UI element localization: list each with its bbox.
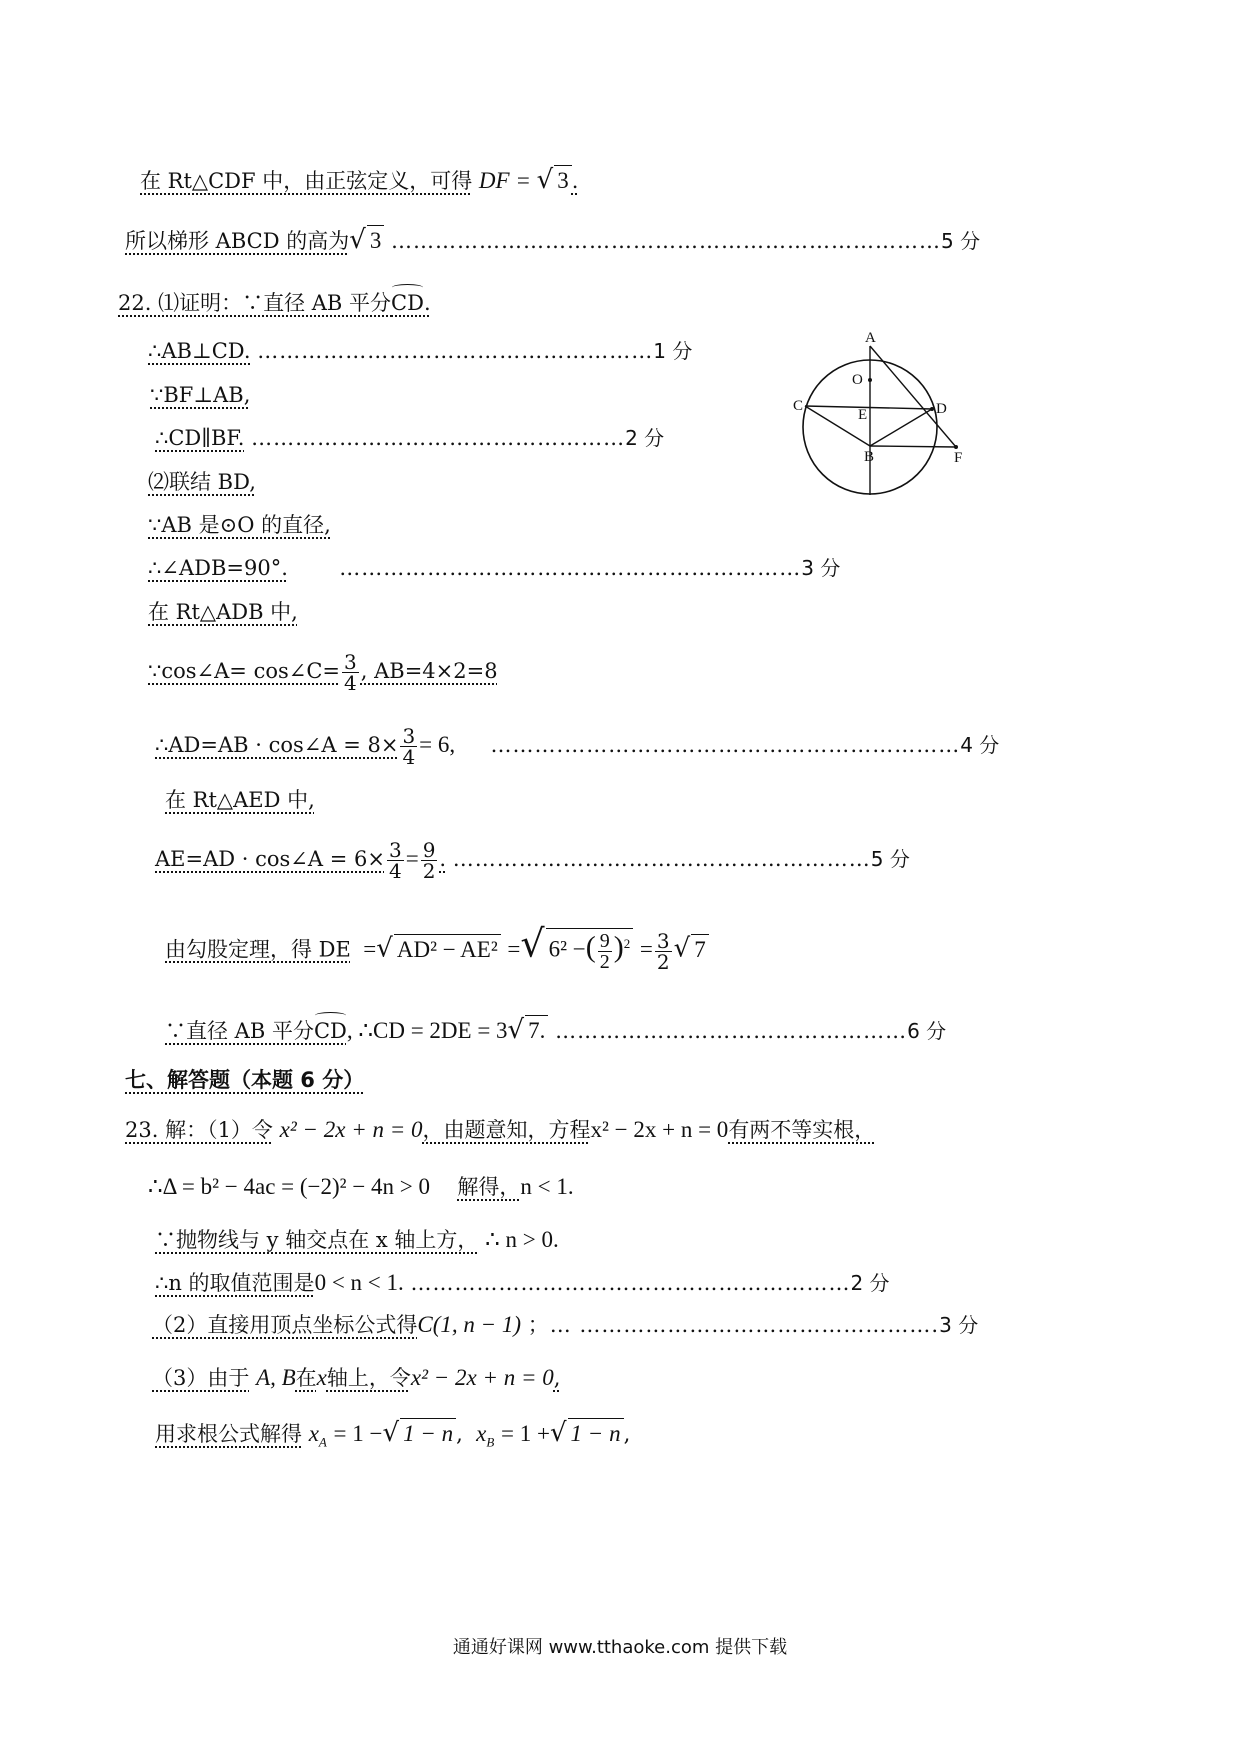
line-rt-aed: 在 Rt△AED 中, <box>165 788 315 812</box>
label-e: E <box>858 407 868 423</box>
label-o: O <box>852 372 863 388</box>
geometry-figure <box>770 330 990 530</box>
label-a: A <box>865 330 876 346</box>
line-cd-length: ∵直径 AB 平分CD, ∴CD = 2DE = 3√ 7. …………………………………………6 分 <box>165 1015 947 1045</box>
line-join-bd: ⑵联结 BD, <box>148 470 256 494</box>
line-cd-parallel-bf: ∴CD∥BF. ……………………………………………2 分 <box>155 426 665 450</box>
label-c: C <box>793 398 804 414</box>
line-cos-a: ∵cos∠A= cos∠C= $\frac{3}{4}$ , AB=4×2=8 <box>148 650 498 695</box>
label-d: D <box>936 401 947 417</box>
line-ad: ∴AD=AB · cos∠A = 8× $\frac{3}{4}$ = 6, ……….………………………………………………4 分 <box>155 724 1000 769</box>
point-f <box>954 445 958 449</box>
point-d <box>930 407 934 411</box>
label-f: F <box>954 450 963 466</box>
line-ae: AE=AD · cos∠A = 6× $\frac{3}{4}$ = $\frac{9}{2}$ . …………………………………………………5 分 <box>155 838 910 883</box>
line-discriminant: ∴Δ = b² − 4ac = (−2)² − 4n > 0 解得，n < 1. <box>148 1174 574 1199</box>
line-height: 所以梯形 ABCD 的高为√ 3 …………………………………………………………………5 分 <box>125 225 981 255</box>
line-rt-adb: 在 Rt△ADB 中, <box>148 600 298 624</box>
line-ab-diameter: ∵AB 是⊙O 的直径, <box>148 513 331 537</box>
page-footer: 通通好课网 www.tthaoke.com 提供下载 <box>452 1637 788 1658</box>
line-roots: 用求根公式解得 $x_A = 1$ −√ 1 − n , $x_B = 1$ +√ 1 − n , <box>155 1418 631 1450</box>
line-range-n: ∴n 的取值范围是0 < n < 1. ……………………………………………………2 分 <box>155 1270 890 1295</box>
point-o <box>868 378 872 382</box>
segment-cd <box>805 406 932 409</box>
line-parabola: ∵抛物线与 y 轴交点在 x 轴上方， ∴ n > 0. <box>155 1227 559 1252</box>
segment-af <box>870 346 956 447</box>
segment-bd <box>870 409 932 446</box>
line-angle-adb: ∴∠ADB=90°. ………………………………………………………3 分 <box>148 556 841 580</box>
section-seven-heading: 七、解答题（本题 6 分） <box>125 1068 365 1092</box>
q23-line: 23. 解：（1）令 x² − 2x + n = 0，由题意知，方程x² − 2x + n = 0有两不等实根， <box>125 1117 876 1142</box>
line-bf-perp-ab: ∵BF⊥AB, <box>150 383 251 407</box>
label-b: B <box>864 449 875 465</box>
q22-heading: 22. ⑴证明：∵直径 AB 平分CD. <box>118 288 431 318</box>
line-points-ab: （3）由于 A, B在x轴上，令x² − 2x + n = 0, <box>152 1365 561 1390</box>
segment-bf <box>870 446 956 447</box>
line-pythagorean: 由勾股定理，得 DE =√ AD² − AE² =√ 6² −( $\frac{9}{2}$ )$^2$ = $\frac{3}{2}$ √ 7 <box>165 928 709 972</box>
line-vertex: （2）直接用顶点坐标公式得C(1, n − 1) ；… ………………………………………….3 分 <box>152 1312 979 1337</box>
line-ab-perp-cd: ∴AB⊥CD. ………………………………………………1 分 <box>148 339 693 363</box>
line-df: 在 Rt△CDF 中，由正弦定义，可得 DF = √ 3 . <box>140 165 579 195</box>
